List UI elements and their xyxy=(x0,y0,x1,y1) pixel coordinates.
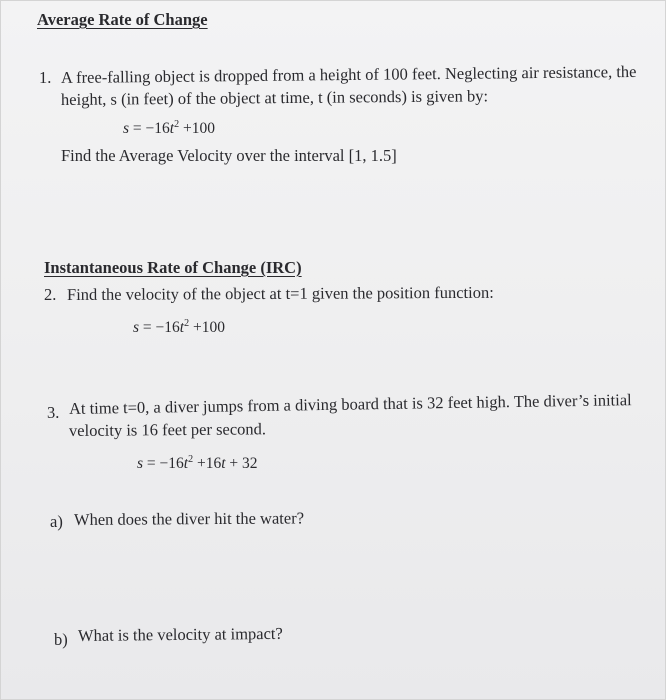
question-3-equation: $s = -16t^2 +16t + 32$ xyxy=(137,454,258,472)
question-2-text: Find the velocity of the object at t=1 given the position function: xyxy=(66,282,494,304)
question-1-text-line2: height, s (in feet) of the object at time, t (in seconds) is given by: xyxy=(60,86,489,109)
question-1-number: 1. xyxy=(39,68,52,87)
question-2-equation: $s = -16t^2 +100$ xyxy=(133,318,225,336)
part-b-text: What is the velocity at impact? xyxy=(77,623,283,645)
part-a-label: a) xyxy=(50,512,63,531)
question-2-number: 2. xyxy=(44,285,57,304)
question-1-equation: $s = -16t^2 +100$ xyxy=(123,119,215,137)
part-a-text: When does the diver hit the water? xyxy=(73,508,305,529)
section-heading-irc: Instantaneous Rate of Change (IRC) xyxy=(44,258,302,277)
question-1-prompt: Find the Average Velocity over the interval [1, 1.5] xyxy=(61,146,397,165)
section-heading-average-rate: Average Rate of Change xyxy=(37,10,208,29)
question-3-text-line2: velocity is 16 feet per second. xyxy=(68,419,267,440)
question-3-number: 3. xyxy=(47,403,60,422)
question-1-text-line1: A free-falling object is dropped from a height of 100 feet. Neglecting air resistance, the xyxy=(60,61,637,87)
part-b-label: b) xyxy=(54,630,68,649)
question-3-text-line1: At time t=0, a diver jumps from a diving board that is 32 feet high. The diver’s initial xyxy=(68,390,632,418)
